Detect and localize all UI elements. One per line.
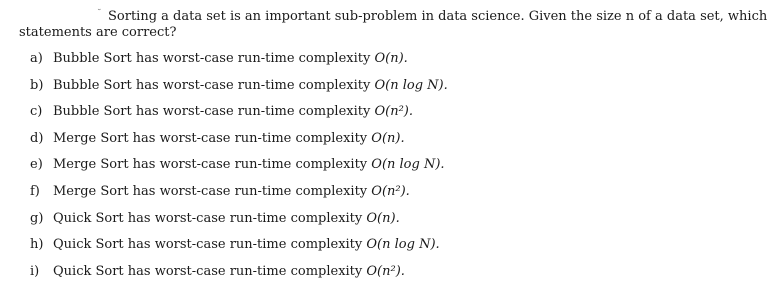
option-a [30, 51, 448, 78]
option-complexity: O(n). [366, 210, 400, 226]
option-g [30, 211, 448, 238]
option-c [30, 104, 448, 131]
option-complexity: O(n). [371, 130, 405, 146]
answer-options-list [30, 51, 448, 290]
option-text: Bubble Sort has worst-case run-time complexity [53, 51, 371, 66]
question-line-2: statements are correct? [19, 25, 177, 40]
option-complexity: O(n log N). [374, 77, 448, 93]
option-letter: a) [30, 51, 43, 66]
question-line-1-text: Sorting a data set is an important sub-problem in data science. Given the size n of a data set, which [108, 9, 767, 24]
option-text: Merge Sort has worst-case run-time complexity [53, 130, 368, 146]
question-line-1 [19, 9, 767, 25]
option-letter: c) [30, 104, 43, 120]
option-d [30, 131, 448, 158]
question-text [19, 9, 767, 41]
option-complexity: O(n log N). [366, 237, 440, 253]
option-f [30, 184, 448, 211]
option-h [30, 237, 448, 264]
option-letter: d) [30, 130, 44, 146]
option-text: Merge Sort has worst-case run-time complexity [53, 183, 368, 199]
option-complexity: O(n log N). [371, 157, 445, 173]
option-text: Quick Sort has worst-case run-time complexity [53, 263, 363, 279]
option-text: Quick Sort has worst-case run-time complexity [53, 210, 363, 226]
option-complexity: O(n). [374, 51, 408, 66]
option-letter: e) [30, 157, 43, 173]
question-mark-glyph: ˘ [97, 9, 102, 19]
option-e [30, 157, 448, 184]
option-letter: i) [30, 263, 40, 279]
option-b [30, 78, 448, 105]
option-letter: h) [30, 237, 44, 253]
option-complexity: O(n²). [366, 263, 405, 279]
option-text: Merge Sort has worst-case run-time complexity [53, 157, 368, 173]
option-letter: f) [30, 183, 40, 199]
option-complexity: O(n²). [371, 183, 410, 199]
option-text: Bubble Sort has worst-case run-time complexity [53, 77, 371, 93]
option-i [30, 264, 448, 290]
option-letter: g) [30, 210, 44, 226]
option-complexity: O(n²). [374, 104, 413, 120]
option-text: Quick Sort has worst-case run-time complexity [53, 237, 363, 253]
option-letter: b) [30, 77, 44, 93]
option-text: Bubble Sort has worst-case run-time complexity [53, 104, 371, 120]
